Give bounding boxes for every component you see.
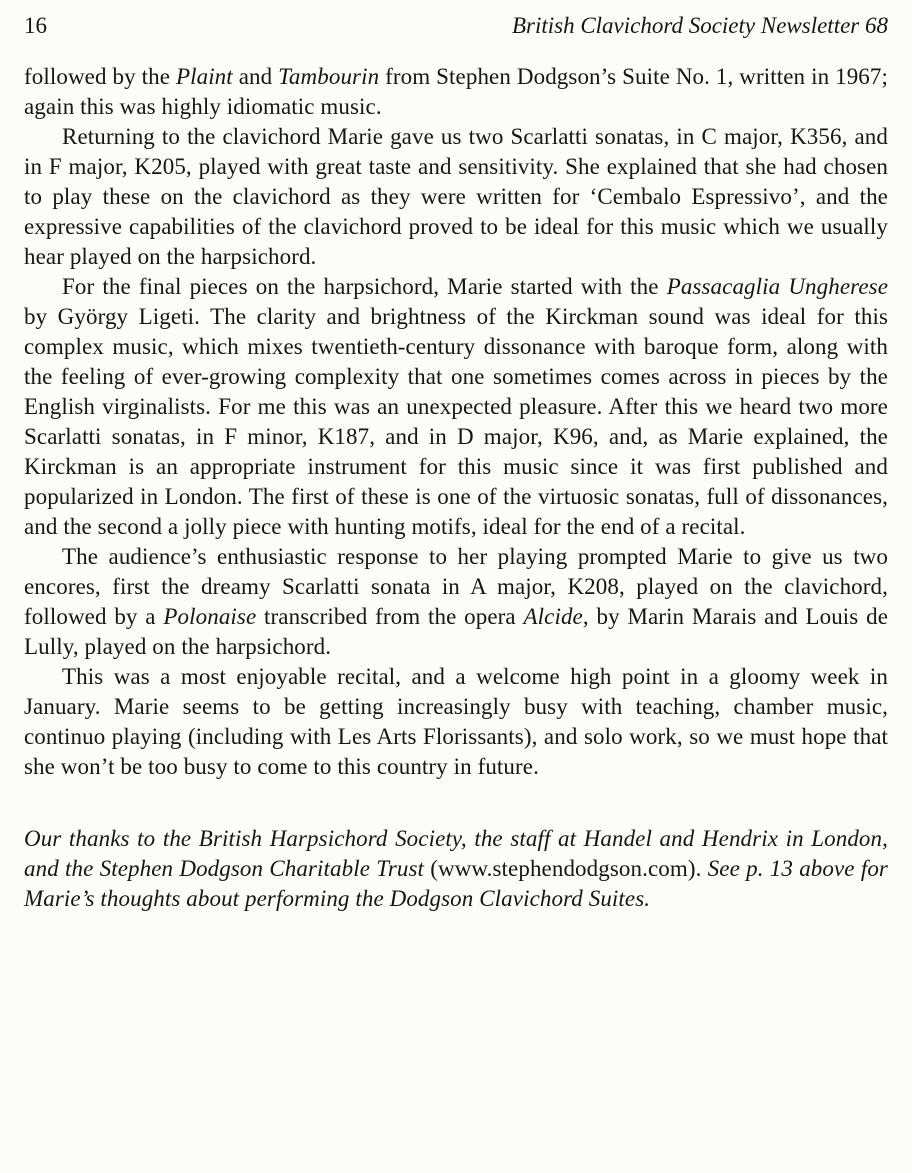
- text-run: This was a most enjoyable recital, and a welcome high point in a gloomy week in January. Marie seems to be getting increasingly busy with teaching, chamber music, continuo playing (including with Les Arts Florissants), and solo work, so we must hope that she won’t be too busy to come to this country in future.: [24, 664, 888, 779]
- page-header: [24, 12, 888, 40]
- page-number: 16: [24, 13, 47, 38]
- paragraph: [24, 62, 888, 122]
- text-run: For the final pieces on the harpsichord, Marie started with the: [62, 274, 667, 299]
- article-body: [24, 62, 888, 782]
- text-run: and: [232, 64, 279, 89]
- text-run: from Stephen Dodgson’s Suite No. 1, written in 1967; again this was highly idiomatic music.: [24, 64, 888, 119]
- italic-text-run: See p. 13 above for Marie’s thoughts about performing the Dodgson Clavichord Suites.: [24, 856, 888, 911]
- paragraph: [24, 824, 888, 914]
- italic-text-run: Our thanks to the British Harpsichord Society, the staff at Handel and Hendrix in London, and the Stephen Dodgson Charitable Trust: [24, 826, 888, 881]
- paragraph: [24, 542, 888, 662]
- italic-text-run: Alcide: [523, 604, 583, 629]
- italic-text-run: Tambourin: [278, 64, 380, 89]
- text-run: Returning to the clavichord Marie gave us two Scarlatti sonatas, in C major, K356, and in F major, K205, played with great taste and sensitivity. She explained that she had chosen to play these on the clavichord as they were written for ‘Cembalo Espressivo’, and the expressive capabilities of the clavichord proved to be ideal for this music which we usually hear played on the harpsichord.: [24, 124, 888, 269]
- text-run: by György Ligeti. The clarity and brightness of the Kirckman sound was ideal for this complex music, which mixes twentieth-century dissonance with baroque form, along with the feeling of ever-growing complexity that one sometimes comes across in pieces by the English virginalists. For me this was an unexpected pleasure. After this we heard two more Scarlatti sonatas, in F minor, K187, and in D major, K96, and, as Marie explained, the Kirckman is an appropriate instrument for this music since it was first published and popularized in London. The first of these is one of the virtuosic sonatas, full of dissonances, and the second a jolly piece with hunting motifs, ideal for the end of a recital.: [24, 304, 888, 539]
- text-run: , by Marin Marais and Louis de Lully, played on the harpsichord.: [24, 604, 889, 659]
- italic-text-run: Plaint: [175, 64, 233, 89]
- paragraph: [24, 272, 888, 542]
- paragraph: [24, 662, 888, 782]
- text-run: (www.stephendodgson.com).: [430, 856, 702, 881]
- paragraph: [24, 122, 888, 272]
- newsletter-header-title: British Clavichord Society Newsletter 68: [511, 13, 888, 38]
- text-run: The audience’s enthusiastic response to her playing prompted Marie to give us two encores, first the dreamy Scarlatti sonata in A major, K208, played on the clavichord, followed by a: [24, 544, 888, 629]
- acknowledgement-note: [24, 824, 888, 914]
- text-run: transcribed from the opera: [256, 604, 524, 629]
- italic-text-run: Passacaglia Ungherese: [666, 274, 889, 299]
- text-run: followed by the: [24, 64, 176, 89]
- italic-text-run: Polonaise: [163, 604, 257, 629]
